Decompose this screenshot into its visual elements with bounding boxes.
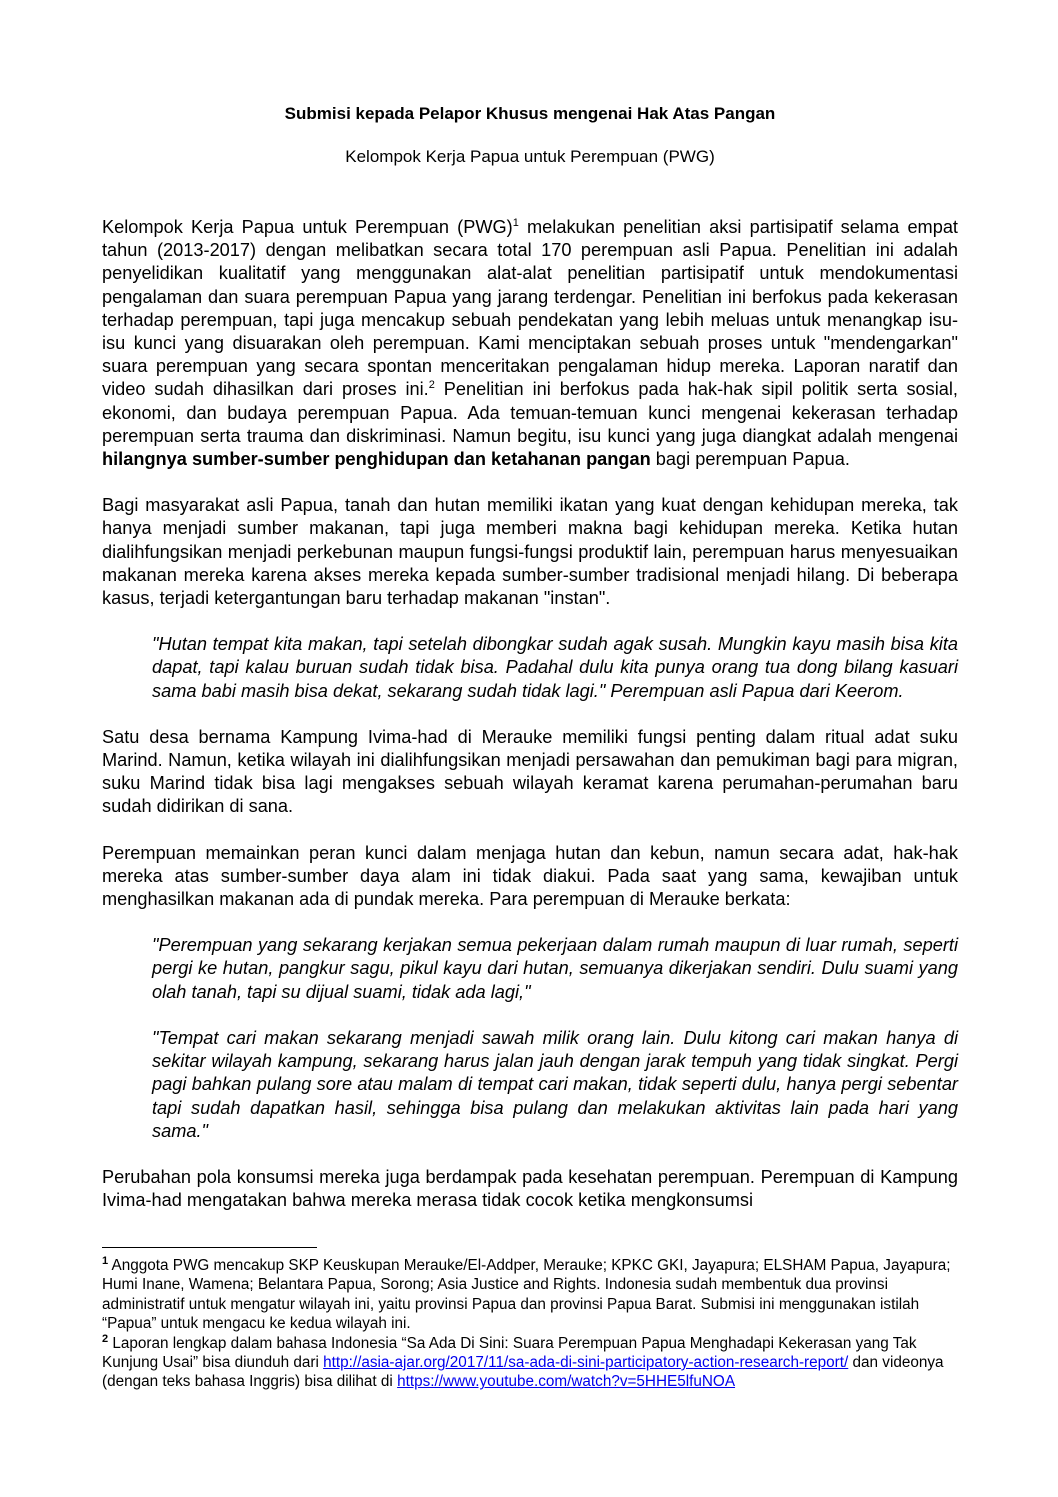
paragraph-intro-text-a: Kelompok Kerja Papua untuk Perempuan (PWG) [102,217,513,237]
paragraph-intro [102,216,958,471]
footnote-2 [102,1334,958,1392]
footnote-ref-1[interactable]: 1 [512,217,519,229]
footnotes [102,1256,958,1392]
footnote-1-number: 1 [102,1255,109,1267]
footnote-2-number: 2 [102,1332,109,1345]
paragraph-land-forest: Bagi masyarakat asli Papua, tanah dan hutan memiliki ikatan yang kuat dengan kehidupan mereka, tak hanya menjadi sumber makanan, tapi juga memberi makna bagi kehidupan mereka. Ketika hutan dialihfungsikan menjadi perkebunan maupun fungsi-fungsi produktif lain, perempuan harus menyesuaikan makanan mereka karena akses mereka kepada sumber-sumber tradisional menjadi hilang. Di beberapa kasus, terjadi ketergantungan baru terhadap makanan "instan". [102,495,958,609]
paragraph-intro-text-b: melakukan penelitian aksi partisipatif selama empat tahun (2013-2017) dengan melibatkan secara total 170 perempuan asli Papua. Penelitian ini adalah penyelidikan kualitatif yang menggunakan alat-alat penelitian partisipatif untuk mendokumentasi pengalaman dan suara perempuan Papua yang jarang terdengar. Penelitian ini berfokus pada kekerasan terhadap perempuan, tapi juga mencakup sebuah pendekatan yang lebih meluas untuk menangkap isu-isu kunci yang disuarakan oleh perempuan. Kami menciptakan sebuah proses untuk "mendengarkan" suara perempuan yang secara spontan menceritakan pengalaman hidup mereka. Laporan naratif dan video sudah dihasilkan dari proses ini. [102,217,958,400]
document-title: Submisi kepada Pelapor Khusus mengenai Hak Atas Pangan [284,104,776,123]
video-link[interactable]: https://www.youtube.com/watch?v=5HHE5lfuNOA [397,1373,736,1391]
document-subtitle: Kelompok Kerja Papua untuk Perempuan (PWG) [345,147,715,166]
quote-merauke-2: "Tempat cari makan sekarang menjadi sawah milik orang lain. Dulu kitong cari makan hanya di sekitar wilayah kampung, sekarang harus jalan jauh dengan jarak tempuh yang tidak singkat. Pergi pagi bahkan pulang sore atau malam di tempat cari makan, tidak seperti dulu, hanya pergi sebentar tapi sudah dapatkan hasil, sehingga bisa pulang dan melakukan aktivitas lain pada hari yang sama." [152,1027,958,1141]
footnote-ref-2[interactable]: 2 [428,379,435,392]
paragraph-intro-text-d: bagi perempuan Papua. [650,449,850,470]
footnote-1 [102,1256,958,1334]
paragraph-consumption: Perubahan pola konsumsi mereka juga berdampak pada kesehatan perempuan. Perempuan di Kampung Ivima-had mengatakan bahwa mereka merasa tidak cocok ketika mengkonsumsi [102,1166,958,1211]
paragraph-women-role: Perempuan memainkan peran kunci dalam menjaga hutan dan kebun, namun secara adat, hak-hak mereka atas sumber-sumber daya alam ini tidak diakui. Pada saat yang sama, kewajiban untuk menghasilkan makanan ada di pundak mereka. Para perempuan di Merauke berkata: [102,842,958,910]
footnote-divider [102,1247,317,1248]
footnote-2-text-a: Laporan lengkap dalam bahasa Indonesia “Sa Ada Di Sini: Suara Perempuan Papua Menghadapi Kekerasan yang Tak Kunjung Usai” bisa diunduh dari [102,1334,917,1372]
paragraph-intro-emphasis: hilangnya sumber-sumber penghidupan dan ketahanan pangan [102,449,651,470]
paragraph-ivima-had: Satu desa bernama Kampung Ivima-had di Merauke memiliki fungsi penting dalam ritual adat suku Marind. Namun, ketika wilayah ini dialihfungsikan menjadi persawahan dan pemukiman bagi para migran, suku Marind tidak bisa lagi mengakses sebuah wilayah keramat karena perumahan-perumahan baru sudah didirikan di sana. [102,726,958,817]
quote-keerom: "Hutan tempat kita makan, tapi setelah dibongkar sudah agak susah. Mungkin kayu masih bisa kita dapat, tapi kalau buruan sudah tidak bisa. Padahal dulu kita punya orang tua dong bilang kasuari sama babi masih bisa dekat, sekarang sudah tidak lagi." Perempuan asli Papua dari Keerom. [152,634,958,701]
report-link[interactable]: http://asia-ajar.org/2017/11/sa-ada-di-sini-participatory-action-research-report/ [323,1354,849,1372]
paragraph-intro-text-c: Penelitian ini berfokus pada hak-hak sipil politik serta sosial, ekonomi, dan budaya perempuan Papua. Ada temuan-temuan kunci mengenai kekerasan terhadap perempuan serta trauma dan diskriminasi. Namun begitu, isu kunci yang juga diangkat adalah mengenai [102,379,958,446]
document-body [102,216,958,1235]
quote-merauke-1: "Perempuan yang sekarang kerjakan semua pekerjaan dalam rumah maupun di luar rumah, seperti pergi ke hutan, pangkur sagu, pikul kayu dari hutan, semuanya dikerjakan sendiri. Dulu suami yang olah tanah, tapi su dijual suami, tidak ada lagi," [152,935,958,1002]
footnote-1-text: Anggota PWG mencakup SKP Keuskupan Merauke/El-Addper, Merauke; KPKC GKI, Jayapura; ELSHAM Papua, Jayapura; Humi Inane, Wamena; Belantara Papua, Sorong; Asia Justice and Rights. Indonesia sudah membentuk dua provinsi administratif untuk mengatur wilayah ini, yaitu provinsi Papua dan provinsi Papua Barat. Submisi ini menggunakan istilah “Papua” untuk mengacu ke kedua wilayah ini. [102,1257,951,1333]
footnote-2-text-b: dan videonya (dengan teks bahasa Inggris) bisa dilihat di [102,1354,944,1391]
